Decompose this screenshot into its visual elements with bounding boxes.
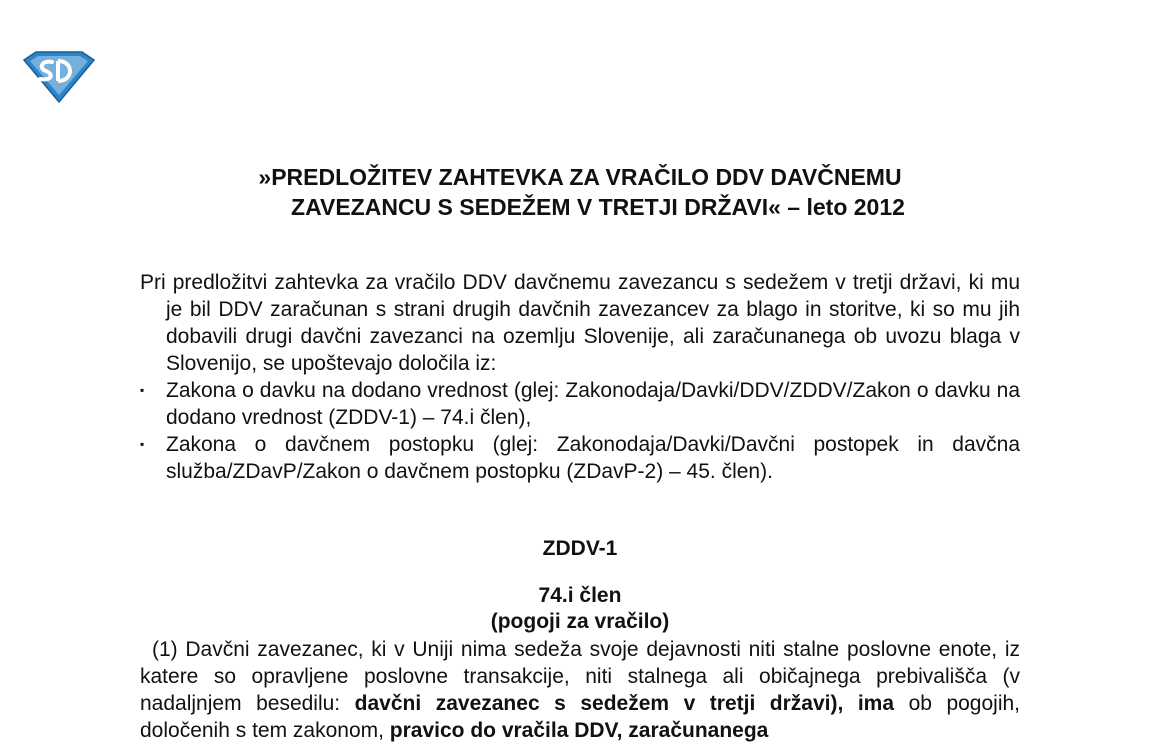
intro-paragraph: Pri predložitvi zahtevka za vračilo DDV davčnemu zavezancu s sedežem v tretji državi, ki mu je bil DDV zaračunan s strani drugih davčnih zavezancev za blago in storitve, ki so mu jih dobavili drugi davčni zavezanci na ozemlju Slovenije, ali zaračunanega ob uvozu blaga v Slovenijo, se upoštevajo določila iz: bbox=[140, 271, 1020, 375]
reference-list bbox=[140, 377, 1020, 485]
body-bold-segment: pravico do vračila DDV, zaračunanega bbox=[389, 719, 769, 742]
article-body bbox=[140, 636, 1020, 744]
title-line-1: »PREDLOŽITEV ZAHTEVKA ZA VRAČILO DDV DAVČNEMU bbox=[258, 164, 902, 190]
document-title bbox=[140, 162, 1020, 222]
body-bold-segment: davčni zavezanec s sedežem v tretji državi), bbox=[354, 692, 844, 715]
body-text-segment: ob pogojih, določenih s tem zakonom, bbox=[140, 692, 1021, 742]
law-title: ZDDV-1 bbox=[542, 537, 618, 560]
body-bold-segment: ima bbox=[843, 692, 895, 715]
bullet-icon: ▪ bbox=[140, 437, 145, 451]
list-item-text: Zakona o davčnem postopku (glej: Zakonodaja/Davki/Davčni postopek in davčna služba/ZDavP/Zakon o davčnem postopku (ZDavP-2) – 45. člen). bbox=[166, 433, 1020, 483]
article-subtitle: (pogoji za vračilo) bbox=[490, 610, 670, 633]
bullet-icon: ▪ bbox=[140, 383, 145, 397]
list-item bbox=[140, 377, 1020, 431]
intro-section bbox=[140, 269, 1020, 485]
article-heading bbox=[140, 583, 1020, 635]
article-number: 74.i člen bbox=[538, 584, 622, 607]
article-paragraph bbox=[140, 636, 1020, 744]
title-line-2: ZAVEZANCU S SEDEŽEM V TRETJI DRŽAVI« – leto 2012 bbox=[291, 194, 905, 220]
list-item-text: Zakona o davku na dodano vrednost (glej: Zakonodaja/Davki/DDV/ZDDV/Zakon o davku na dodano vrednost (ZDDV-1) – 74.i člen), bbox=[166, 379, 1020, 429]
body-text-segment: (1) Davčni zavezanec, ki v Uniji nima sedeža svoje dejavnosti niti stalne poslovne enote, iz katere so opravljene poslovne transakcije, niti stalnega ali običajnega prebivališča (v nadaljnjem besedilu: bbox=[140, 638, 1020, 715]
list-item bbox=[140, 431, 1020, 485]
company-logo bbox=[22, 48, 96, 104]
